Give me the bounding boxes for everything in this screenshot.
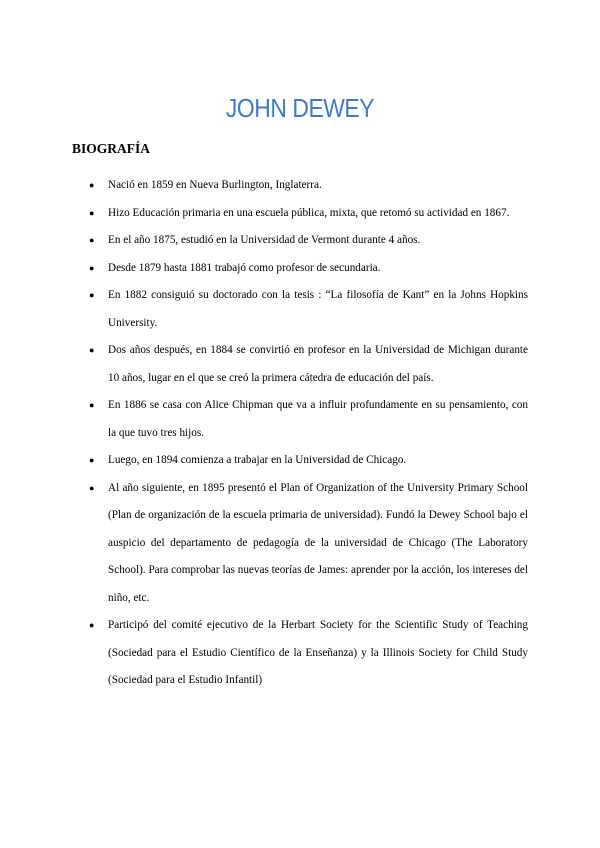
list-item — [89, 392, 528, 447]
list-item — [89, 172, 528, 200]
bullet-icon: ● — [89, 262, 95, 273]
biography-list — [89, 172, 528, 695]
bullet-icon: ● — [89, 235, 95, 245]
list-item-text: Luego, en 1894 comienza a trabajar en la Universidad de Chicago. — [108, 454, 407, 466]
bullet-icon: ● — [89, 400, 95, 410]
list-item-text: Dos años después, en 1884 se convirtió en profesor en la Universidad de Michigan durante 10 años, lugar en el que se creó la primera cátedra de educación del país. — [108, 344, 528, 384]
list-item-text: En 1882 consiguió su doctorado con la tesis : “La filosofía de Kant” en la Johns Hopkins University. — [108, 289, 528, 329]
list-item-text: Participó del comité ejecutivo de la Herbart Society for the Scientific Study of Teaching (Sociedad para el Estudio Científico de la Enseñanza) y la Illinois Society for Child Study (Sociedad para el Estudio Infantil) — [108, 619, 528, 686]
list-item-text: En el año 1875, estudió en la Universidad de Vermont durante 4 años. — [108, 234, 421, 246]
list-item — [89, 282, 528, 337]
bullet-icon: ● — [89, 207, 95, 218]
list-item-text: En 1886 se casa con Alice Chipman que va a influir profundamente en su pensamiento, con la que tuvo tres hijos. — [108, 399, 528, 439]
list-item-text: Desde 1879 hasta 1881 trabajó como profesor de secundaria. — [108, 261, 381, 274]
list-item — [89, 200, 528, 228]
list-item — [89, 227, 528, 255]
bullet-icon: ● — [89, 455, 95, 465]
bullet-icon: ● — [89, 345, 95, 355]
bullet-icon: ● — [89, 482, 95, 493]
list-item — [89, 255, 528, 283]
list-item-text: Al año siguiente, en 1895 presentó el Plan of Organization of the University Primary School (Plan de organización de la escuela primaria de universidad). Fundó la Dewey School bajo el auspicio del departamento de pedagogía de la universidad de Chicago (The Laboratory School). Para comprobar las nuevas teorías de James: aprender por la acción, los intereses del niño, etc. — [108, 481, 528, 604]
section-heading: BIOGRAFÍA — [72, 141, 151, 156]
bullet-icon: ● — [89, 180, 95, 190]
list-item-text: Nació en 1859 en Nueva Burlington, Inglaterra. — [108, 179, 322, 191]
list-item — [89, 612, 528, 695]
bullet-icon: ● — [89, 620, 95, 630]
list-item-text: Hizo Educación primaria en una escuela pública, mixta, que retomó su actividad en 1867. — [108, 206, 510, 219]
list-item — [89, 475, 528, 613]
bullet-icon: ● — [89, 290, 95, 300]
document-title: JOHN DEWEY — [225, 93, 375, 123]
list-item — [89, 447, 528, 475]
list-item — [89, 337, 528, 392]
